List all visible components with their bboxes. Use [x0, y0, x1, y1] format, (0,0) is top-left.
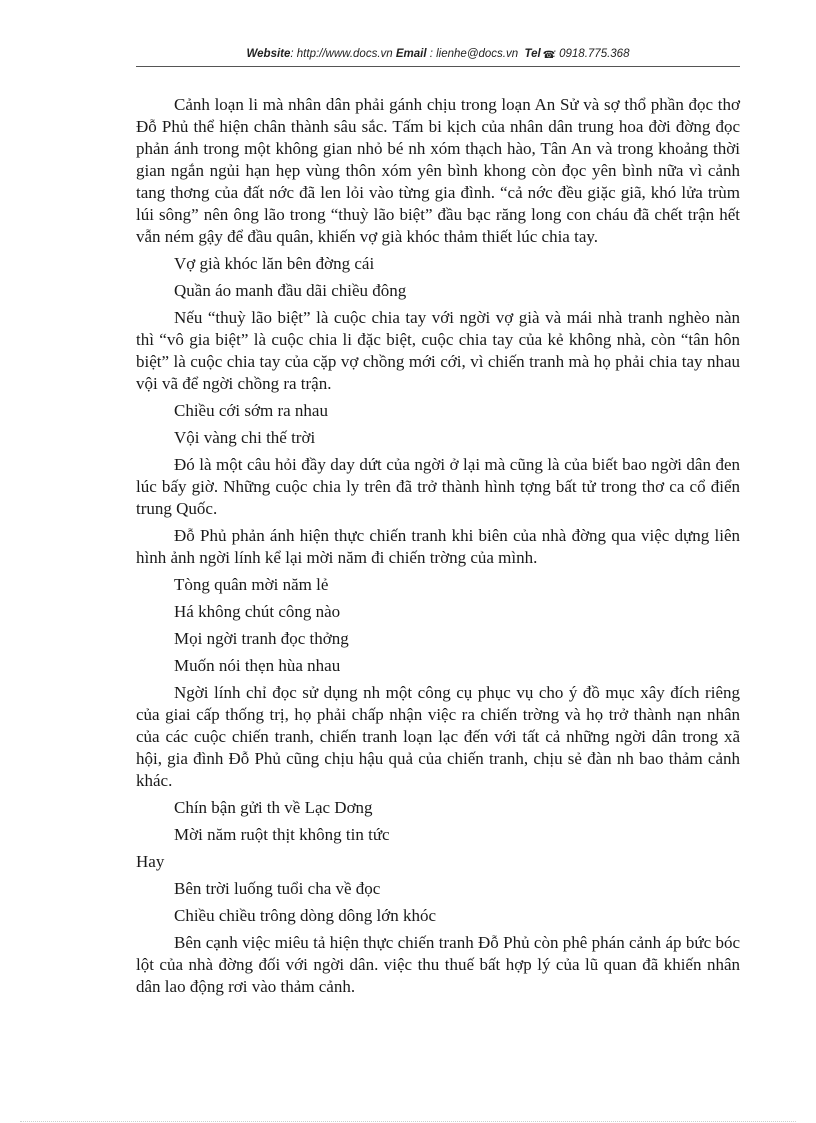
website-value: : http://www.docs.vn — [290, 48, 393, 60]
paragraph-6: Bên cạnh việc miêu tả hiện thực chiến tranh Đỗ Phủ còn phê phán cảnh áp bức bóc lột của nhà đờng đối với ngời dân. việc thu thuế bất hợp lý của lũ quan đã khiến nhân dân lao động rơi vào thảm cảnh. — [136, 933, 740, 996]
website-label: Website — [246, 48, 291, 60]
verse-line-7: Mọi ngời tranh đọc thởng — [174, 629, 349, 648]
verse-line-9: Chín bận gửi th về Lạc Dơng — [174, 798, 373, 817]
verse-line-8: Muốn nói thẹn hùa nhau — [174, 656, 341, 675]
header-divider — [136, 66, 740, 67]
page-header — [136, 48, 740, 60]
paragraph-5: Ngời lính chỉ đọc sử dụng nh một công cụ phục vụ cho ý đồ mục xây đích riêng của giai cấp thống trị, họ phải chấp nhận việc ra chiến trờng và họ trở thành nạn nhân của các cuộc chiến tranh, chiến tranh loạn lạc đến với tất cả những ngời dân trong xã hội, gia đình Đỗ Phủ cũng chịu hậu quả của chiến tranh, chịu sẻ đàn nh bao thảm cảnh khác. — [136, 683, 740, 790]
email-label: Email — [395, 48, 427, 60]
verse-line-3: Chiều cới sớm ra nhau — [174, 401, 328, 420]
verse-line-4: Vội vàng chi thế trời — [174, 428, 316, 447]
paragraph-2: Nếu “thuỳ lão biệt” là cuộc chia tay với ngời vợ già và mái nhà tranh nghèo nàn thì “vô gia biệt” là cuộc chia li đặc biệt, cuộc chia tay của kẻ không nhà, còn “tân hôn biệt” là cuộc chia tay của cặp vợ chồng mới cới, vì chiến tranh mà họ phải chia tay nhau vội vã để ngời chồng ra trận. — [136, 308, 740, 393]
verse-line-5: Tòng quân mời năm lẻ — [174, 575, 329, 594]
verse-line-11: Bên trời luống tuổi cha về đọc — [174, 879, 381, 898]
connector-word: Hay — [136, 852, 165, 871]
verse-line-12: Chiều chiều trông dòng dông lớn khóc — [174, 906, 437, 925]
verse-line-6: Há không chút công nào — [174, 602, 341, 621]
verse-line-10: Mời năm ruột thịt không tin tức — [174, 825, 390, 844]
paragraph-1: Cảnh loạn li mà nhân dân phải gánh chịu trong loạn An Sử và sợ thổ phần đọc thơ Đỗ Phủ thể hiện chân thành sâu sắc. Tấm bi kịch của nhân dân trung hoa đời đờng đọc phản ánh trong một không gian nhỏ bé nh xóm thạch hào, Tân An và trong khoảng thời gian ngắn ngủi hạn hẹp vùng thôn xóm yên bình khong còn đọc yên bình nữa vì cảnh tang thơng của đất nớc đã len lỏi vào từng gia đình. “cả nớc đều giặc giã, khó lửa trùm lúi sông” nên ông lão trong “thuỳ lão biệt” đầu bạc răng long con cháu đã chết trận hết vẫn ném gậy để đầu quân, khiến vợ già khóc thảm thiết lúc chia tay. — [136, 95, 740, 246]
tel-value: : 0918.775.368 — [552, 48, 630, 60]
phone-icon: ☎ — [542, 50, 556, 61]
tel-label: Tel — [524, 48, 541, 60]
paragraph-3: Đó là một câu hỏi đầy day dứt của ngời ở lại mà cũng là của biết bao ngời dân đen lúc bấy giờ. Những cuộc chia ly trên đã trở thành hình tợng bất tử trong thơ ca cổ điển trung Quốc. — [136, 455, 740, 518]
document-body — [136, 94, 740, 1003]
email-value: : lienhe@docs.vn — [426, 48, 519, 60]
verse-line-1: Vợ già khóc lăn bên đờng cái — [174, 254, 375, 273]
footer-divider — [20, 1121, 796, 1122]
paragraph-4: Đỗ Phủ phản ánh hiện thực chiến tranh khi biên của nhà đờng qua việc dựng liên hình ảnh ngời lính kể lại mời năm đi chiến trờng của mình. — [136, 526, 740, 567]
verse-line-2: Quần áo manh đầu dãi chiều đông — [174, 281, 407, 300]
